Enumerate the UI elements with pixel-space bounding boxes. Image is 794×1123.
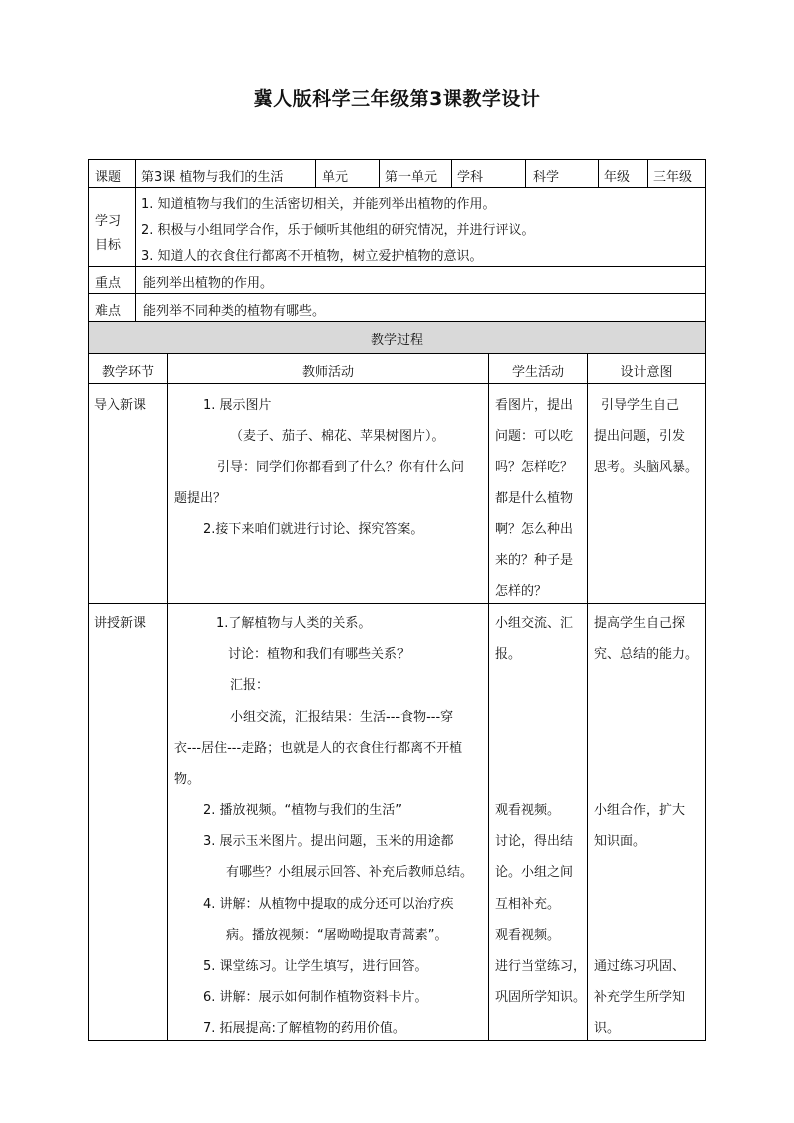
intro-intent-line: 引导学生自己: [601, 398, 680, 413]
new-teacher-line: 4. 讲解：从植物中提取的成分还可以治疗疾: [203, 897, 454, 912]
section-name-intro: 导入新课: [94, 398, 147, 413]
new-teacher-line: 1.了解植物与人类的关系。: [216, 616, 372, 631]
intro-student-line: 看图片，提出: [495, 398, 574, 413]
new-student-line: 进行当堂练习，: [495, 959, 587, 974]
section-name-new: 讲授新课: [94, 616, 147, 631]
difficulty-value: 能列举不同种类的植物有哪些。: [143, 304, 326, 319]
new-teacher-line: 物。: [174, 772, 201, 787]
new-student-line: 论。小组之间: [495, 865, 574, 880]
subject-value: 科学: [533, 170, 560, 185]
intro-intent-line: 思考。头脑风暴。: [594, 460, 699, 475]
new-student-line: 观看视频。: [495, 928, 561, 943]
objectives-label-1: 学习: [95, 214, 122, 229]
intro-student-line: 啊？怎么种出: [495, 522, 574, 537]
objective-item: 2. 积极与小组同学合作，乐于倾听其他组的研究情况，并进行评议。: [141, 223, 535, 238]
process-header: 教学过程: [370, 333, 423, 348]
new-teacher-line: 小组交流，汇报结果：生活---食物---穿: [230, 710, 454, 725]
difficulty-label: 难点: [95, 304, 122, 319]
column-header-intent: 设计意图: [620, 365, 673, 380]
objective-item: 1. 知道植物与我们的生活密切相关，并能列举出植物的作用。: [141, 197, 496, 212]
subject-label: 学科: [457, 170, 484, 185]
new-intent-line: 识。: [594, 1021, 621, 1036]
objective-item: 3. 知道人的衣食住行都离不开植物，树立爱护植物的意识。: [141, 249, 483, 264]
unit-label: 单元: [322, 170, 349, 185]
intro-student-line: 怎样的？: [495, 584, 548, 599]
intro-student-line: 都是什么植物: [495, 491, 574, 506]
column-header-stage: 教学环节: [101, 365, 154, 380]
new-teacher-line: 有哪些？小组展示回答、补充后教师总结。: [226, 865, 474, 880]
new-student-line: 报。: [495, 647, 522, 662]
new-intent-line: 提高学生自己探: [594, 616, 686, 631]
new-intent-line: 通过练习巩固、: [594, 959, 686, 974]
new-teacher-line: 2. 播放视频。“植物与我们的生活”: [203, 803, 403, 818]
new-intent-line: 小组合作，扩大: [594, 803, 686, 818]
key-point-value: 能列举出植物的作用。: [143, 276, 274, 291]
new-student-line: 讨论，得出结: [495, 834, 574, 849]
new-teacher-line: 讨论：植物和我们有哪些关系？: [228, 647, 411, 662]
new-teacher-line: 5. 课堂练习。让学生填写，进行回答。: [203, 959, 428, 974]
new-teacher-line: 7. 拓展提高:了解植物的药用价值。: [203, 1021, 406, 1036]
new-teacher-line: 病。播放视频：“屠呦呦提取青蒿素”。: [226, 928, 448, 943]
lesson-value: 第3课 植物与我们的生活: [141, 170, 284, 185]
new-teacher-line: 衣---居住---走路；也就是人的衣食住行都离不开植: [174, 741, 463, 756]
intro-student-line: 吗？怎样吃？: [495, 460, 574, 475]
grade-value: 三年级: [653, 170, 693, 185]
new-intent-line: 补充学生所学知: [594, 990, 686, 1005]
intro-teacher-line: 题提出？: [174, 491, 227, 506]
new-teacher-line: 3. 展示玉米图片。提出问题，玉米的用途都: [203, 834, 454, 849]
column-header-student: 学生活动: [511, 365, 564, 380]
new-student-line: 观看视频。: [495, 803, 561, 818]
unit-value: 第一单元: [385, 170, 438, 185]
intro-teacher-line: 1. 展示图片: [203, 398, 272, 413]
new-student-line: 互相补充。: [495, 897, 561, 912]
intro-student-line: 问题：可以吃: [495, 429, 574, 444]
new-teacher-line: 汇报：: [230, 678, 270, 693]
new-intent-line: 究、总结的能力。: [594, 647, 699, 662]
page-title: 冀人版科学三年级第3课教学设计: [253, 88, 541, 110]
new-student-line: 小组交流、汇: [495, 616, 574, 631]
intro-student-line: 来的？种子是: [495, 553, 574, 568]
intro-teacher-line: 2.接下来咱们就进行讨论、探究答案。: [203, 522, 424, 537]
key-point-label: 重点: [95, 276, 122, 291]
new-teacher-line: 6. 讲解：展示如何制作植物资料卡片。: [203, 990, 428, 1005]
column-header-teacher: 教师活动: [301, 365, 354, 380]
new-intent-line: 知识面。: [594, 834, 647, 849]
intro-intent-line: 提出问题，引发: [594, 429, 686, 444]
grade-label: 年级: [604, 170, 631, 185]
new-student-line: 巩固所学知识。: [495, 990, 587, 1005]
intro-teacher-line: 引导：同学们你都看到了什么？你有什么问: [217, 460, 465, 475]
objectives-label-2: 目标: [95, 238, 122, 253]
lesson-label: 课题: [95, 170, 122, 185]
intro-teacher-line: （麦子、茄子、棉花、苹果树图片）。: [230, 429, 445, 444]
